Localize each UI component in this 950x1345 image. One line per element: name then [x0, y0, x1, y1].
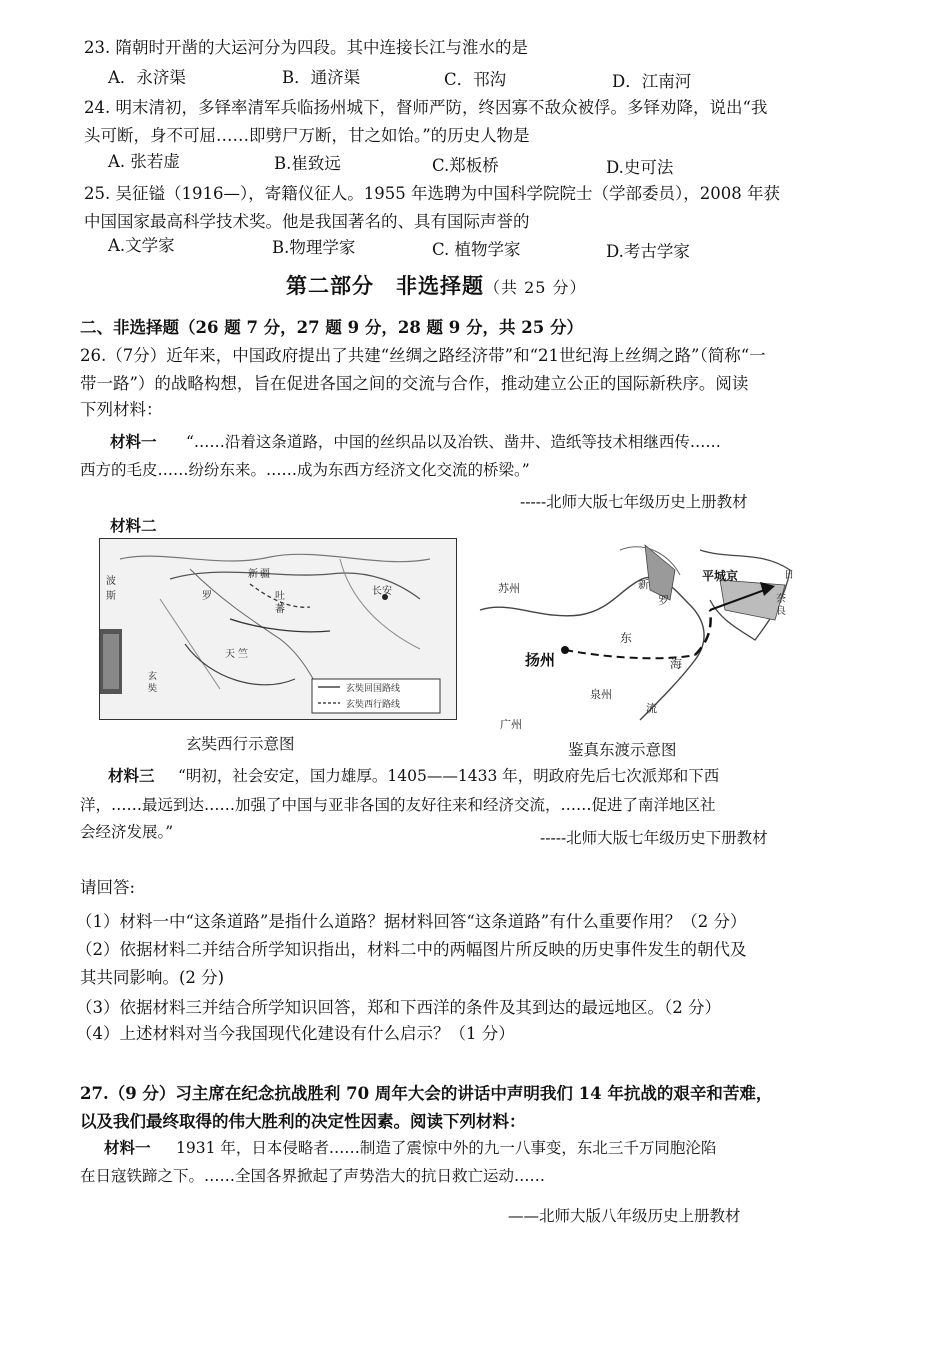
question-26-part-4: （4）上述材料对当今我国现代化建设有什么启示？（1 分） [76, 1024, 515, 1043]
map2-label-luo: 罗 [658, 594, 669, 607]
map2-label-liu: 流 [646, 702, 657, 715]
question-25-stem-line1: 25. 吴征镒（1916—），寄籍仪征人。1955 年选聘为中国科学院院士（学部委员），2008 年获 [84, 184, 780, 203]
option-d: D．江南河 [612, 72, 692, 91]
question-27-material-1-text-line1: 1931 年，日本侵略者……制造了震惊中外的九一八事变，东北三千万同胞沦陷 [176, 1139, 717, 1157]
part-2-title [286, 270, 587, 300]
question-24-stem-line2: 头可断，身不可屈……即劈尸万断，甘之如饴。”的历史人物是 [84, 126, 530, 145]
option-b: B.崔致远 [274, 154, 341, 173]
question-23-stem: 23. 隋朝时开凿的大运河分为四段。其中连接长江与淮水的是 [84, 38, 528, 57]
xuanzang-map-drawing [100, 539, 456, 719]
map1-label-zang: 奘 [148, 684, 158, 694]
material-1-label: 材料一 [110, 432, 157, 451]
option-d: D.考古学家 [606, 242, 690, 261]
map1-label-tian: 天 [225, 649, 235, 660]
jianzhen-map-caption: 鉴真东渡示意图 [568, 741, 677, 759]
material-1-text-line1: “……沿着这条道路，中国的丝织品以及冶铁、凿井、造纸等技术相继西传…… [186, 433, 721, 451]
material-3-source: -----北师大版七年级历史下册教材 [540, 829, 768, 847]
question-24-stem-line1: 24. 明末清初，多铎率清军兵临扬州城下，督师严防，终因寡不敌众被俘。多铎劝降，说出“我 [84, 98, 768, 117]
map2-label-quanzhou: 泉州 [590, 688, 612, 701]
question-26-part-1: （1）材料一中“这条道路”是指什么道路？据材料回答“这条道路”有什么重要作用？（2 分） [76, 912, 747, 931]
option-d: D.史可法 [606, 158, 674, 177]
answer-prompt: 请回答: [80, 878, 136, 897]
jianzhen-route-map [470, 530, 800, 730]
section-heading: 二、非选择题（26 题 7 分，27 题 9 分，28 题 9 分，共 25 分） [80, 318, 583, 337]
question-27-material-1-label: 材料一 [104, 1138, 151, 1157]
material-3-text-line3: 会经济发展。” [80, 823, 174, 841]
map2-label-xin: 新 [638, 578, 649, 591]
option-a: A. 张若虚 [108, 152, 180, 171]
map1-label-xuan: 玄 [148, 672, 158, 682]
question-26-part-2-line1: （2）依据材料二并结合所学知识指出，材料二中的两幅图片所反映的历史事件发生的朝代及 [76, 940, 747, 959]
option-b: B．通济渠 [282, 68, 361, 87]
option-a: A.文学家 [108, 236, 175, 255]
question-26-intro-line1: 26.（7分）近年来，中国政府提出了共建“丝绸之路经济带”和“21世纪海上丝绸之路”（简称“一 [80, 346, 766, 365]
map1-label-tu: 吐 [275, 591, 285, 602]
material-1-source: -----北师大版七年级历史上册教材 [520, 493, 748, 511]
map1-legend-west: 玄奘西行路线 [346, 700, 401, 710]
question-27-intro-line2: 以及我们最终取得的伟大胜利的决定性因素。阅读下列材料： [80, 1112, 526, 1131]
map2-label-guangzhou: 广州 [500, 718, 522, 730]
question-27-material-1-text-line2: 在日寇铁蹄之下。……全国各界掀起了声势浩大的抗日救亡运动…… [80, 1167, 546, 1185]
material-2-label: 材料二 [110, 516, 157, 535]
material-1-text-line2: 西方的毛皮……纷纷东来。……成为东西方经济文化交流的桥梁。” [80, 461, 530, 479]
question-26-intro-line2: 带一路”）的战略构想，旨在促进各国之间的交流与合作，推动建立公正的国际新秩序。阅读 [80, 374, 749, 393]
map2-label-yangzhou: 扬州 [525, 651, 556, 669]
option-c: C．邗沟 [444, 70, 507, 89]
map1-label-jiang: 疆 [260, 569, 270, 580]
xuanzang-route-map [99, 538, 457, 720]
part-2-title-text: 第二部分 非选择题 [286, 273, 484, 298]
part-2-score: （共 25 分） [484, 278, 587, 297]
material-3-text-line2: 洋，……最远到达……加强了中国与亚非各国的友好往来和经济交流，……促进了南洋地区社 [80, 796, 716, 814]
question-26-part-2-line2: 其共同影响。(2 分) [80, 968, 225, 987]
map2-label-suzhou: 苏州 [498, 582, 520, 595]
option-a: A．永济渠 [108, 68, 186, 87]
map2-label-dong: 东 [620, 631, 633, 645]
option-b: B.物理学家 [272, 238, 356, 257]
question-27-intro-line1: 27.（9 分）习主席在纪念抗战胜利 70 周年大会的讲话中声明我们 14 年抗战的艰辛和苦难， [80, 1084, 773, 1103]
map1-label-zhu: 竺 [238, 649, 248, 660]
map2-label-ri: 日 [784, 570, 794, 581]
map1-label-luo: 罗 [202, 591, 212, 602]
map2-label-liang: 良 [776, 606, 786, 617]
jianzhen-map-drawing [470, 530, 800, 730]
option-c: C. 植物学家 [432, 240, 521, 259]
map2-label-pingchengjing: 平城京 [702, 569, 739, 583]
question-26-intro-line3: 下列材料： [80, 400, 163, 419]
option-c: C.郑板桥 [432, 156, 499, 175]
map2-label-nai: 奈 [776, 594, 786, 605]
map1-label-changan: 长安 [372, 586, 392, 597]
xuanzang-map-caption: 玄奘西行示意图 [186, 735, 295, 753]
question-27-material-1-source: ——北师大版八年级历史上册教材 [508, 1207, 741, 1225]
map2-label-hai: 海 [670, 657, 683, 671]
map1-label-bo2: 蕃 [275, 604, 285, 615]
map1-label-si: 斯 [106, 591, 116, 602]
material-3-text-line1: “明初，社会安定，国力雄厚。1405——1433 年，明政府先后七次派郑和下西 [178, 767, 720, 785]
map1-label-xin: 新 [248, 569, 258, 580]
material-3-label: 材料三 [108, 766, 155, 785]
map1-legend-return: 玄奘回国路线 [346, 684, 401, 694]
question-25-stem-line2: 中国国家最高科学技术奖。他是我国著名的、具有国际声誉的 [84, 212, 530, 231]
map1-label-bo: 波 [106, 576, 116, 587]
question-26-part-3: （3）依据材料三并结合所学知识回答，郑和下西洋的条件及其到达的最远地区。（2 分） [76, 998, 721, 1017]
